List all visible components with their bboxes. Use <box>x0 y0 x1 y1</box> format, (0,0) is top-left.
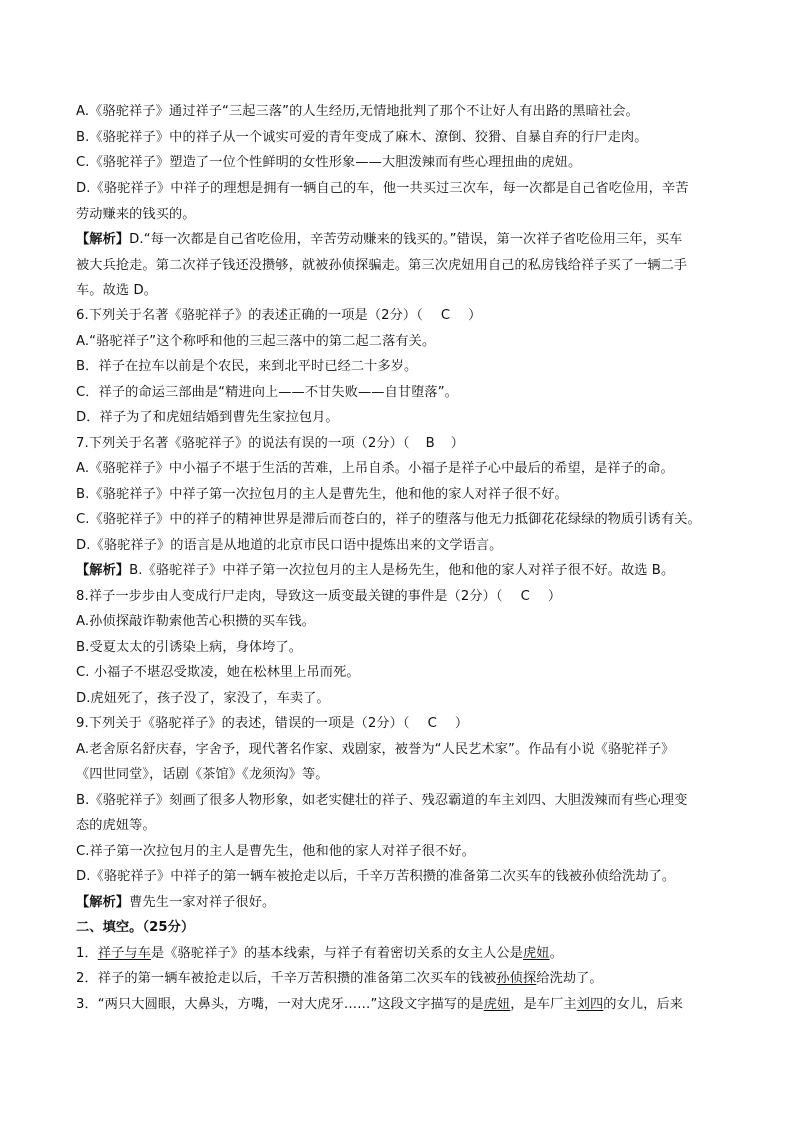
option-line: B．祥子在拉车以前是个农民，来到北平时已经二十多岁。 <box>76 359 418 374</box>
option-line: D.《骆驼祥子》中祥子的第一辆车被抢走以后，千辛万苦积攒的准备第二次买车的钱被孙侦给洗劫了。 <box>76 869 676 884</box>
option-line: A.《骆驼祥子》中小福子不堪于生活的苦难，上吊自杀。小福子是祥子心中最后的希望，是祥子的命。 <box>76 461 674 476</box>
question-text: 8.祥子一步步由人变成行尸走肉，导致这一质变最关键的事件是（2分）（ <box>76 589 503 604</box>
analysis-text: B.《骆驼祥子》中祥子第一次拉包月的主人是杨先生，他和他的家人对祥子很不好。故选 B。 <box>129 563 675 578</box>
question-8 <box>76 588 561 606</box>
option-line: D.虎妞死了，孩子没了，家没了，车卖了。 <box>76 691 330 706</box>
fill-text: 是《骆驼祥子》的基本线索，与祥子有着密切关系的女主人公是 <box>150 946 523 961</box>
option-line: C.《骆驼祥子》塑造了一位个性鲜明的女性形象——大胆泼辣而有些心理扭曲的虎妞。 <box>76 155 582 170</box>
fill-text: 3．“两只大圆眼，大鼻头，方嘴，一对大虎牙……”这段文字描写的是 <box>76 997 484 1012</box>
option-line: B.《骆驼祥子》中祥子第一次拉包月的主人是曹先生，他和他的家人对祥子很不好。 <box>76 487 568 502</box>
option-line: A.孙侦探敲诈勒索他苦心积攒的买车钱。 <box>76 614 316 629</box>
option-line: 《四世同堂》，话剧《茶馆》《龙须沟》等。 <box>76 767 329 782</box>
fill-answer: 虎妞 <box>523 946 550 961</box>
option-line: B.《骆驼祥子》中的祥子从一个诚实可爱的青年变成了麻木、潦倒、狡猾、自暴自弃的行尸走肉。 <box>76 130 648 145</box>
fill-text: 1． <box>76 946 98 961</box>
fill-item-1 <box>76 945 563 963</box>
analysis-tag: 【解析】 <box>76 563 130 578</box>
answer-letter: C <box>427 716 437 731</box>
analysis-text: 曹先生一家对祥子很好。 <box>129 895 276 910</box>
option-line: B.受夏太太的引诱染上病，身体垮了。 <box>76 640 303 655</box>
analysis-text: D.“每一次都是自己省吃俭用，辛苦劳动赚来的钱买的。”错误，第一次祥子省吃俭用三年，买车 <box>129 232 683 247</box>
question-close: ） <box>547 589 562 604</box>
option-line: B.《骆驼祥子》刻画了很多人物形象，如老实健壮的祥子、残忍霸道的车主刘四、大胆泼辣而有些心理变 <box>76 793 688 808</box>
analysis-tag: 【解析】 <box>76 232 130 247</box>
fill-text: 的女儿，后来 <box>603 997 684 1012</box>
question-6 <box>76 307 481 325</box>
option-line: A.老舍原名舒庆春，字舍予，现代著名作家、戏剧家，被誉为“人民艺术家”。作品有小说《骆驼祥子》 <box>76 742 675 757</box>
question-close: ） <box>454 716 469 731</box>
option-line: D.《骆驼祥子》的语言是从地道的北京市民口语中提炼出来的文学语言。 <box>76 538 503 553</box>
analysis-line <box>76 231 682 249</box>
option-line: D.《骆驼祥子》中祥子的理想是拥有一辆自己的车，他一共买过三次车，每一次都是自己省吃俭用，辛苦 <box>76 181 689 196</box>
option-line: 劳动赚来的钱买的。 <box>76 207 196 222</box>
question-close: ） <box>450 436 465 451</box>
analysis-tag: 【解析】 <box>76 895 130 910</box>
fill-text: 给洗劫了。 <box>536 971 603 986</box>
fill-text: ，是车厂主 <box>510 997 577 1012</box>
question-text: 9.下列关于《骆驼祥子》的表述，错误的一项是（2分）（ <box>76 716 410 731</box>
analysis-line <box>76 894 275 912</box>
analysis-line: 车。故选 D。 <box>76 283 157 298</box>
answer-letter: C <box>520 589 530 604</box>
question-7 <box>76 435 464 453</box>
option-line: C．祥子的命运三部曲是“精进向上——不甘失败——自甘堕落”。 <box>76 385 458 400</box>
answer-letter: C <box>440 308 451 323</box>
answer-letter: B <box>425 436 435 451</box>
fill-text: 。 <box>549 946 563 961</box>
analysis-line <box>76 562 674 580</box>
option-line: 态的虎妞等。 <box>76 818 156 833</box>
option-line: C. 小福子不堪忍受欺凌，她在松林里上吊而死。 <box>76 665 360 680</box>
fill-answer: 祥子与车 <box>97 946 151 961</box>
section-heading: 二、填空。（25分） <box>76 920 195 935</box>
fill-item-3 <box>76 996 683 1014</box>
option-line: A.“骆驼祥子”这个称呼和他的三起三落中的第二起二落有关。 <box>76 334 436 349</box>
option-line: D．祥子为了和虎妞结婚到曹先生家拉包月。 <box>76 410 339 425</box>
analysis-line: 被大兵抢走。第二次祥子钱还没攒够，就被孙侦探骗走。第三次虎妞用自己的私房钱给祥子买了一辆二手 <box>76 258 688 273</box>
option-line: C.祥子第一次拉包月的主人是曹先生，他和他的家人对祥子很不好。 <box>76 844 475 859</box>
fill-item-2 <box>76 970 603 988</box>
fill-answer: 孙侦探 <box>496 971 537 986</box>
option-line: A.《骆驼祥子》通过祥子“三起三落”的人生经历,无情地批判了那个不让好人有出路的黑暗社会。 <box>76 104 639 119</box>
question-close: ） <box>468 308 482 323</box>
question-text: 6.下列关于名著《骆驼祥子》的表述正确的一项是（2分）（ <box>76 308 423 323</box>
question-text: 7.下列关于名著《骆驼祥子》的说法有误的一项（2分）（ <box>76 436 410 451</box>
fill-answer: 虎妞 <box>483 997 511 1012</box>
question-9 <box>76 715 468 733</box>
fill-text: 2．祥子的第一辆车被抢走以后，千辛万苦积攒的准备第二次买车的钱被 <box>76 971 497 986</box>
option-line: C.《骆驼祥子》中的祥子的精神世界是滞后而苍白的，祥子的堕落与他无力抵御花花绿绿的物质引诱有关。 <box>76 512 701 527</box>
fill-answer: 刘四 <box>576 997 604 1012</box>
